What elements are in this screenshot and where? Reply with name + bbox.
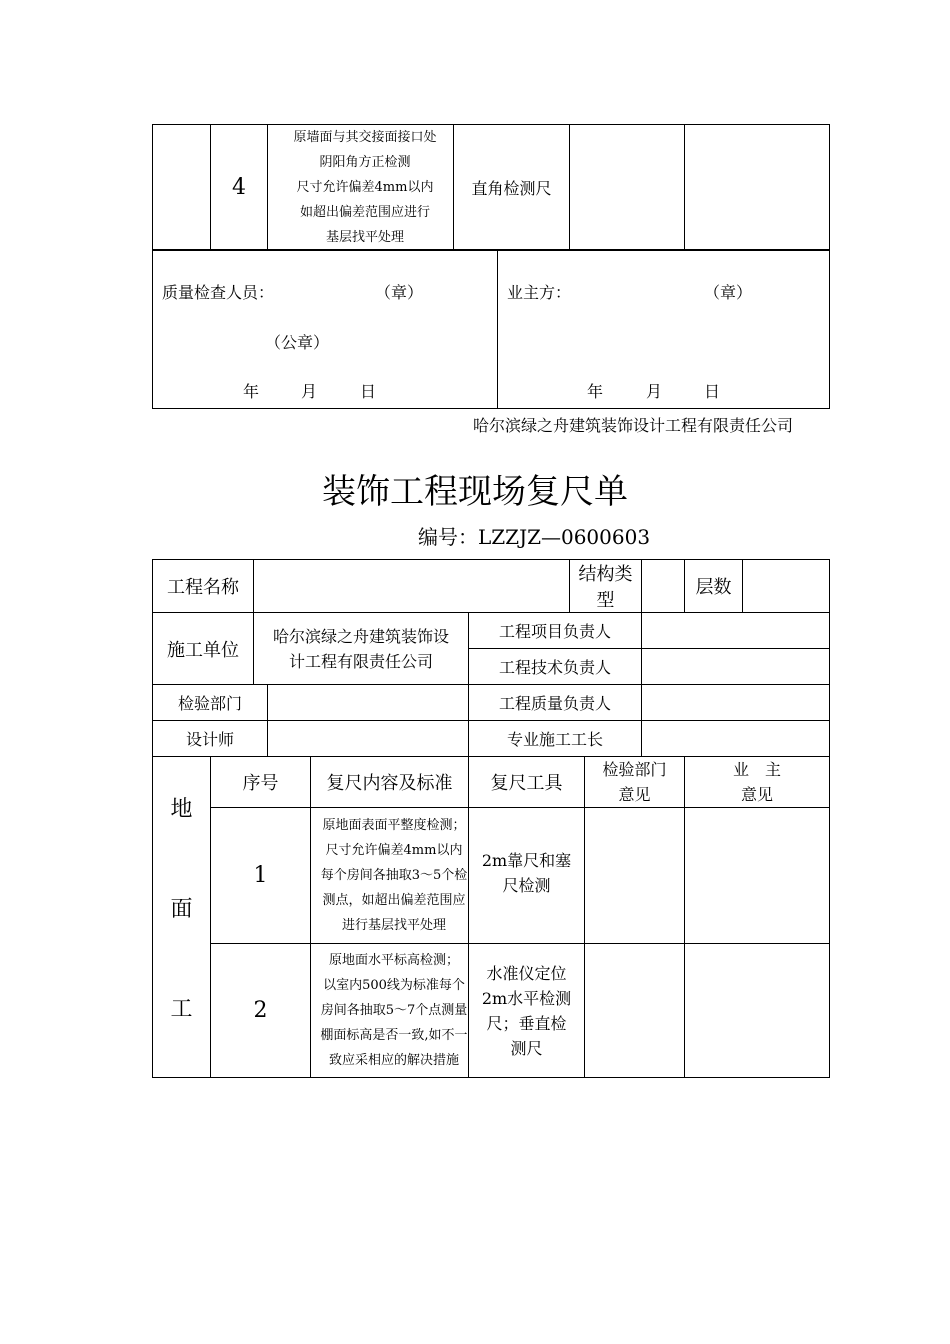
inspector-seal: （章） <box>375 283 424 302</box>
owner-label: 业主方： <box>507 283 572 302</box>
inspection-opinion-cell <box>570 125 685 251</box>
header-owner-opinion: 业 主 意见 <box>685 757 830 808</box>
structure-type-label: 结构类型 <box>570 560 642 613</box>
designer-label: 设计师 <box>153 721 268 757</box>
foreman-value[interactable] <box>642 721 830 757</box>
section-floor-work: 地 面 工 <box>153 757 211 1078</box>
foreman-label: 专业施工工长 <box>469 721 642 757</box>
row-tool: 直角检测尺 <box>454 125 570 251</box>
measurement-form <box>152 559 830 1078</box>
owner-seal: （章） <box>704 283 753 302</box>
prev-table-row4 <box>152 124 830 251</box>
builder-value: 哈尔滨绿之舟建筑装饰设 计工程有限责任公司 <box>254 613 469 685</box>
owner-sign-year: 年 <box>587 382 604 401</box>
header-seq: 序号 <box>211 757 311 808</box>
sign-year: 年 <box>243 382 260 401</box>
header-inspection-opinion: 检验部门 意见 <box>585 757 685 808</box>
row-2-tool: 水准仪定位 2m水平检测 尺；垂直检 测尺 <box>469 944 585 1078</box>
inspection-dept-value[interactable] <box>268 685 469 721</box>
signature-block <box>152 249 830 409</box>
designer-value[interactable] <box>268 721 469 757</box>
owner-opinion-cell <box>685 125 830 251</box>
project-lead-value[interactable] <box>642 613 830 649</box>
row-2-inspection-opinion[interactable] <box>585 944 685 1078</box>
page-title: 装饰工程现场复尺单 <box>322 472 628 512</box>
owner-sign-cell <box>498 250 830 409</box>
builder-label: 施工单位 <box>153 613 254 685</box>
inspector-label: 质量检查人员： <box>162 283 275 302</box>
row-1-seq: 1 <box>211 808 311 944</box>
row-1-owner-opinion[interactable] <box>685 808 830 944</box>
sign-day: 日 <box>360 382 377 401</box>
owner-sign-day: 日 <box>704 382 721 401</box>
floors-value[interactable] <box>743 560 830 613</box>
official-seal: （公章） <box>265 333 330 352</box>
row-1-inspection-opinion[interactable] <box>585 808 685 944</box>
project-name-value[interactable] <box>254 560 570 613</box>
project-lead-label: 工程项目负责人 <box>469 613 642 649</box>
sign-month: 月 <box>301 382 318 401</box>
quality-lead-value[interactable] <box>642 685 830 721</box>
quality-lead-label: 工程质量负责人 <box>469 685 642 721</box>
header-content: 复尺内容及标准 <box>311 757 469 808</box>
row-2-content: 原地面水平标高检测； 以室内500线为标准每个 房间各抽取5～7个点测量 棚面标高是否一致,如不一 致应采相应的解决措施 <box>311 944 469 1078</box>
header-tool: 复尺工具 <box>469 757 585 808</box>
row-seq: 4 <box>211 125 268 251</box>
owner-sign-month: 月 <box>646 382 663 401</box>
project-name-label: 工程名称 <box>153 560 254 613</box>
tech-lead-label: 工程技术负责人 <box>469 649 642 685</box>
structure-type-value[interactable] <box>642 560 685 613</box>
row-1-tool: 2m靠尺和塞 尺检测 <box>469 808 585 944</box>
row-1-content: 原地面表面平整度检测； 尺寸允许偏差4mm以内 每个房间各抽取3～5个检 测点，如超出偏差范围应 进行基层找平处理 <box>311 808 469 944</box>
row-content: 原墙面与其交接面接口处 阴阳角方正检测 尺寸允许偏差4mm以内 如超出偏差范围应进行 基层找平处理 <box>268 125 454 251</box>
row-2-seq: 2 <box>211 944 311 1078</box>
tech-lead-value[interactable] <box>642 649 830 685</box>
company-footer: 哈尔滨绿之舟建筑装饰设计工程有限责任公司 <box>473 416 794 435</box>
inspector-sign-cell <box>153 250 498 409</box>
floors-label: 层数 <box>685 560 743 613</box>
inspection-dept-label: 检验部门 <box>153 685 268 721</box>
section-cell-blank <box>153 125 211 251</box>
row-2-owner-opinion[interactable] <box>685 944 830 1078</box>
serial-number: 编号：LZZJZ—0600603 <box>418 525 651 549</box>
